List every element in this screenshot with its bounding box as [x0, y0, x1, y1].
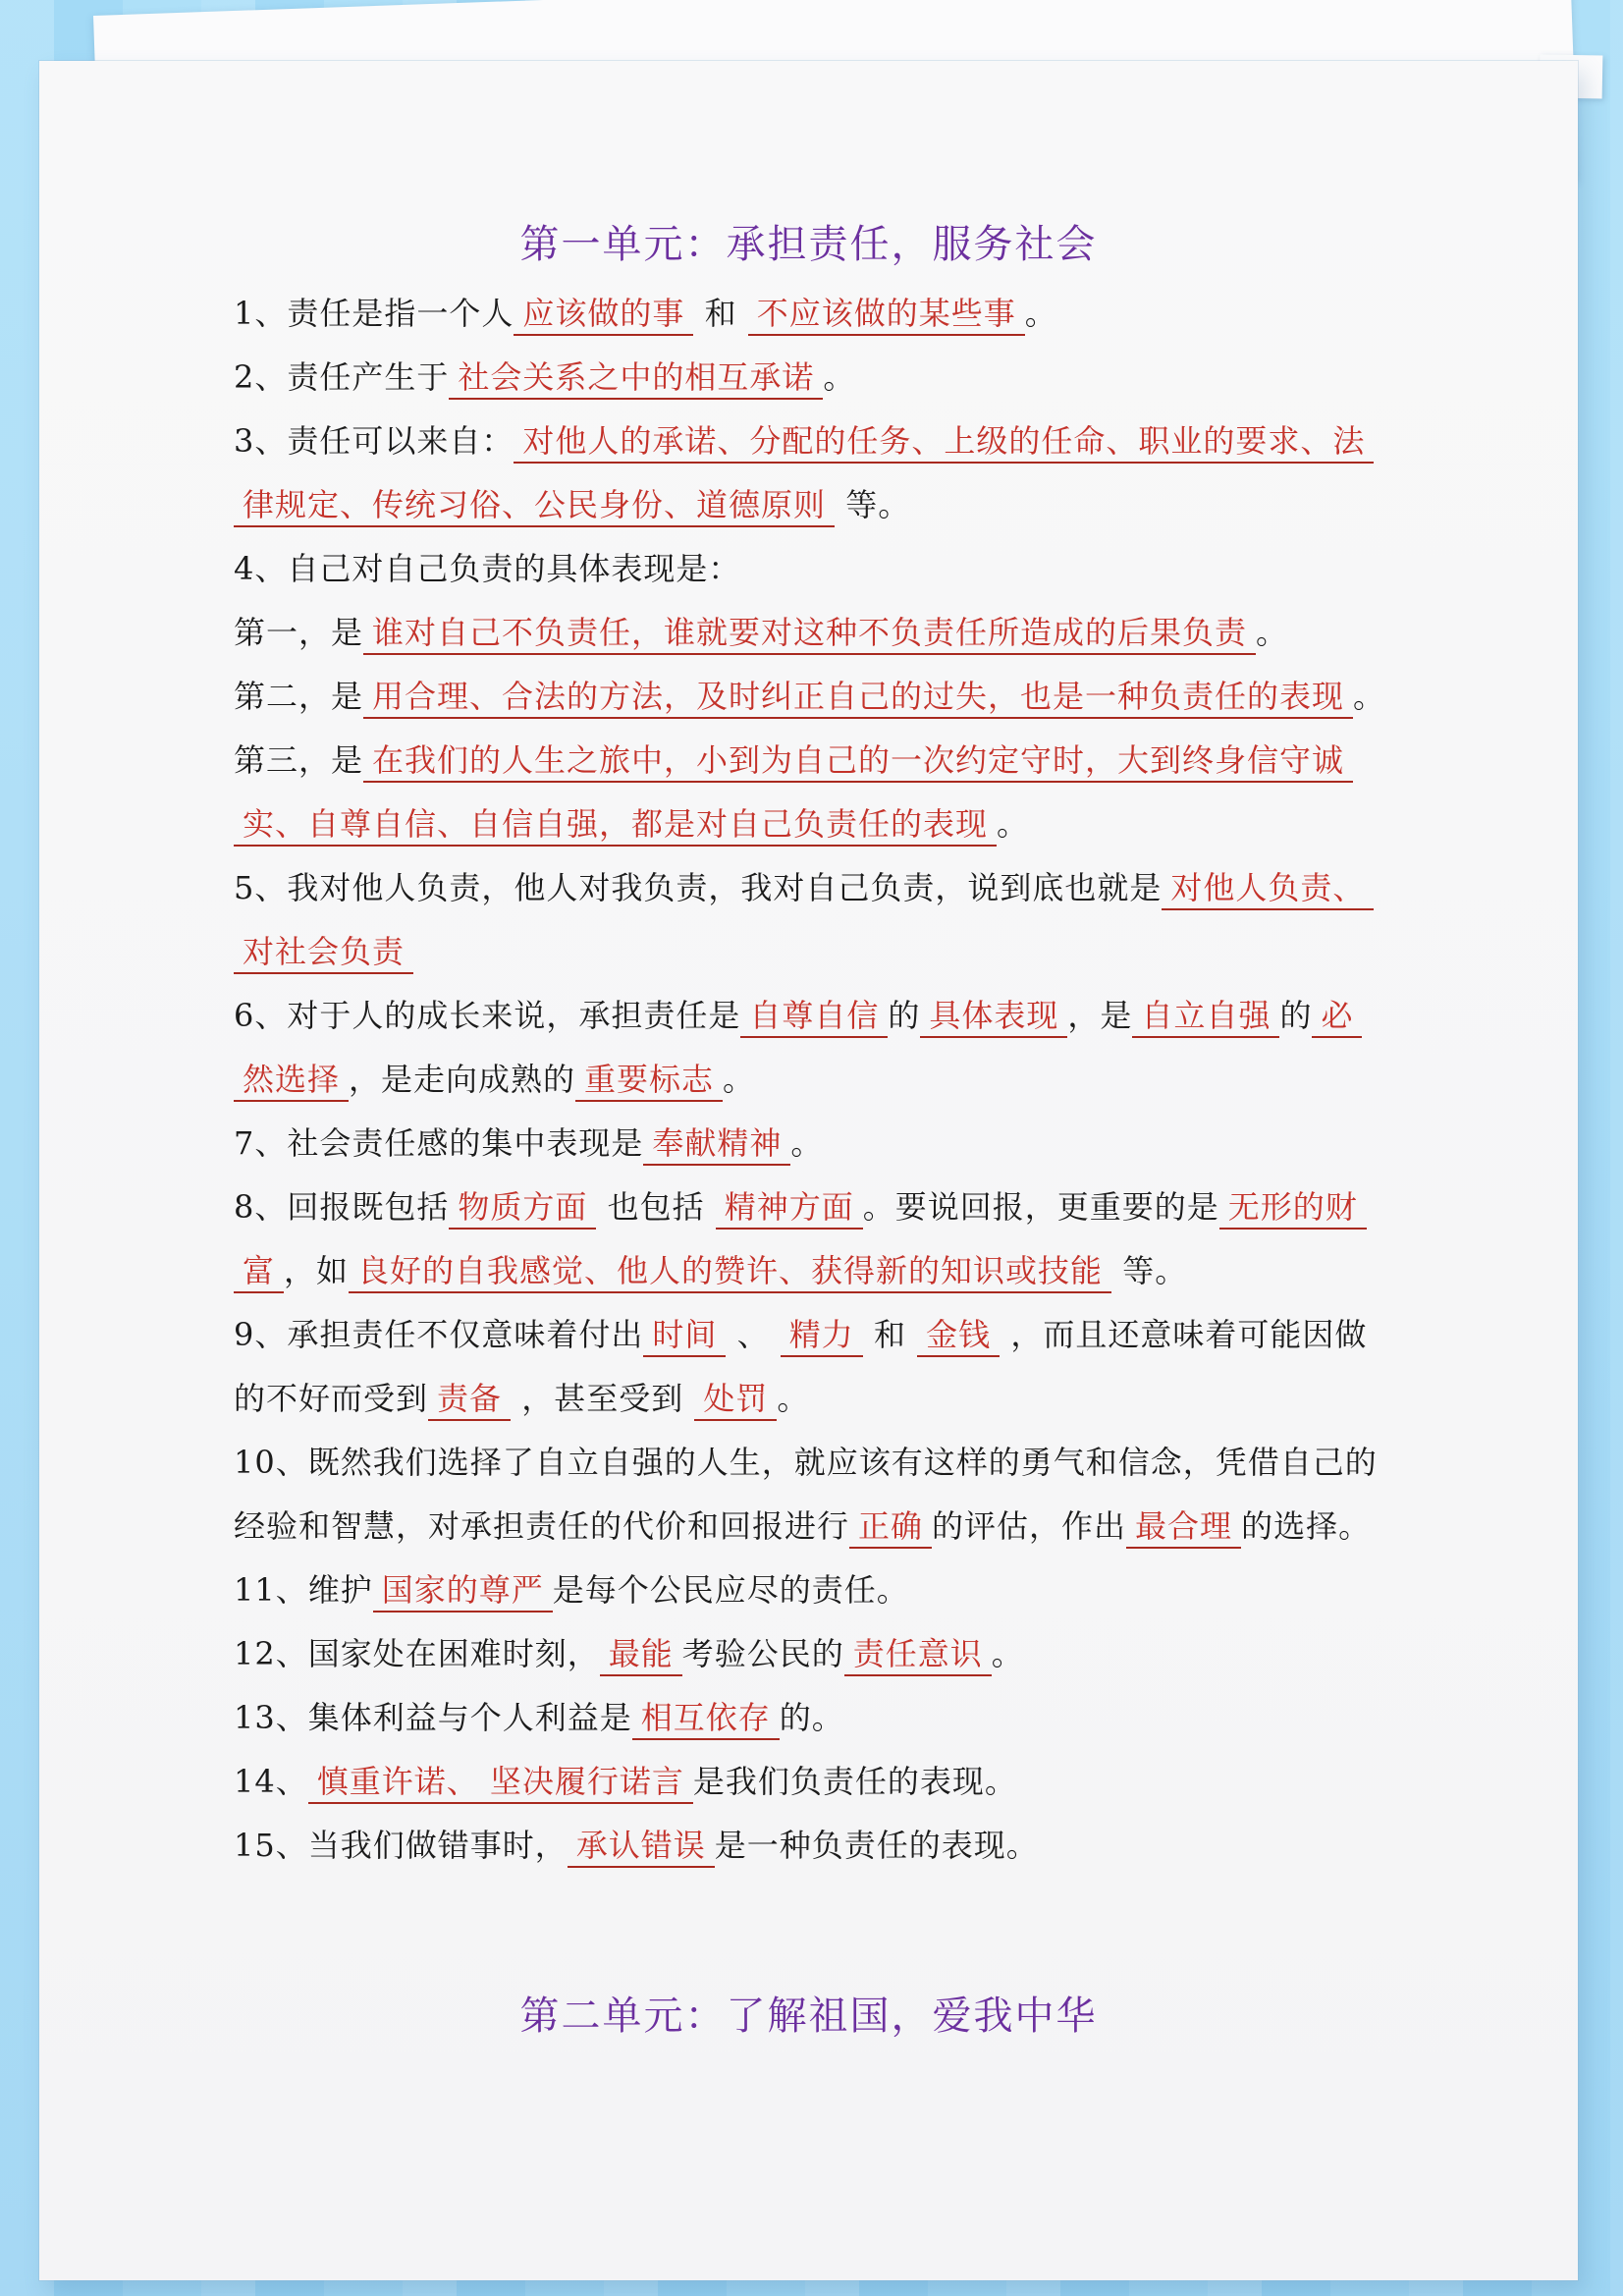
text-line [234, 1686, 1370, 1750]
text-segment: 。 [1024, 295, 1057, 332]
answer-blank: 无形的财 [1219, 1188, 1367, 1230]
text-segment: ，如 [284, 1252, 350, 1289]
text-segment: 。 [991, 1635, 1024, 1672]
text-line [234, 1495, 1370, 1558]
text-segment: 7、社会责任感的集中表现是 [234, 1124, 644, 1162]
answer-blank: 必 [1312, 997, 1362, 1038]
text-line [234, 537, 1370, 601]
text-line [234, 282, 1370, 346]
answer-blank: 不应该做的某些事 [748, 295, 1025, 336]
answer-blank: 在我们的人生之旅中，小到为自己的一次约定守时，大到终身信守诚 [363, 741, 1353, 783]
answer-blank: 然选择 [234, 1061, 349, 1102]
answer-blank: 社会关系之中的相互承诺 [449, 358, 823, 400]
text-segment: 。 [723, 1061, 756, 1098]
answer-blank: 承认错误 [568, 1827, 715, 1868]
text-line [234, 1622, 1370, 1686]
text-segment: 8、回报既包括 [234, 1188, 450, 1226]
text-segment: 等。 [1111, 1252, 1188, 1289]
answer-blank: 对他人的承诺、分配的任务、上级的任命、职业的要求、法 [514, 422, 1374, 464]
text-segment: 的。 [779, 1699, 844, 1736]
text-segment: ，是走向成熟的 [349, 1061, 576, 1098]
answer-blank: 金钱 [917, 1316, 1000, 1357]
text-line [234, 410, 1370, 473]
answer-blank: 对社会负责 [234, 933, 413, 974]
text-segment: 是一种负责任的表现。 [714, 1827, 1039, 1864]
text-segment: 2、责任产生于 [234, 358, 450, 396]
unit1-title: 第一单元：承担责任，服务社会 [519, 222, 1098, 267]
answer-blank: 处罚 [694, 1380, 777, 1421]
text-segment: 。 [823, 358, 856, 396]
answer-blank: 物质方面 [449, 1188, 596, 1230]
answer-blank: 精力 [781, 1316, 863, 1357]
content-lines [234, 282, 1386, 1878]
text-segment: 11、维护 [234, 1571, 373, 1609]
text-segment: 。 [997, 805, 1030, 843]
answer-blank: 最能 [600, 1635, 682, 1676]
text-segment: 和 [693, 295, 748, 332]
text-line [234, 729, 1370, 793]
text-segment: 的不好而受到 [234, 1380, 429, 1417]
text-line [234, 984, 1370, 1048]
text-segment: 12、国家处在困难时刻， [234, 1635, 600, 1672]
text-segment: 。 [1256, 614, 1289, 651]
text-segment: 的选择。 [1241, 1507, 1372, 1545]
text-segment: 是我们负责任的表现。 [692, 1763, 1017, 1800]
text-segment: 第一，是 [234, 614, 364, 651]
text-segment: 3、责任可以来自： [234, 422, 514, 460]
text-line [234, 601, 1370, 665]
text-segment: 也包括 [596, 1188, 716, 1226]
text-line [234, 1239, 1370, 1303]
text-line [234, 1303, 1370, 1367]
answer-blank: 谁对自己不负责任，谁就要对这种不负责任所造成的后果负责 [363, 614, 1256, 655]
answer-blank: 自立自强 [1132, 997, 1279, 1038]
text-segment: 第三，是 [234, 741, 364, 779]
text-line [234, 1048, 1370, 1112]
text-segment: 。 [777, 1380, 810, 1417]
text-segment: 第二，是 [234, 678, 364, 715]
unit2-title: 第二单元：了解祖国，爱我中华 [519, 1994, 1098, 2039]
answer-blank: 富 [234, 1252, 284, 1293]
text-segment: 等。 [835, 486, 911, 523]
text-line [234, 1112, 1370, 1175]
answer-blank: 用合理、合法的方法，及时纠正自己的过失，也是一种负责任的表现 [363, 678, 1353, 719]
answer-blank: 具体表现 [920, 997, 1067, 1038]
answer-blank: 国家的尊严 [373, 1571, 553, 1613]
answer-blank: 责备 [428, 1380, 511, 1421]
answer-blank: 奉献精神 [643, 1124, 790, 1166]
answer-blank: 良好的自我感觉、他人的赞许、获得新的知识或技能 [349, 1252, 1111, 1293]
text-segment: 考验公民的 [681, 1635, 844, 1672]
text-segment: ，甚至受到 [511, 1380, 695, 1417]
text-line [234, 1750, 1370, 1814]
text-line [234, 1367, 1370, 1431]
answer-blank: 相互依存 [632, 1699, 780, 1740]
answer-blank: 时间 [643, 1316, 726, 1357]
answer-blank: 重要标志 [575, 1061, 723, 1102]
text-line [234, 1175, 1370, 1239]
text-segment: 的 [1279, 997, 1313, 1034]
text-segment: 1、责任是指一个人 [234, 295, 514, 332]
text-line [234, 920, 1370, 984]
document-page [39, 61, 1578, 2280]
text-segment: 和 [862, 1316, 918, 1353]
text-line [234, 473, 1370, 537]
text-segment: 的 [888, 997, 921, 1034]
answer-blank: 实、自尊自信、自信自强，都是对自己负责任的表现 [234, 805, 997, 847]
text-segment: 的评估，作出 [932, 1507, 1127, 1545]
text-segment: 15、当我们做错事时， [234, 1827, 568, 1864]
text-line [234, 1431, 1378, 1495]
answer-blank: 精神方面 [716, 1188, 863, 1230]
text-segment: 13、集体利益与个人利益是 [234, 1699, 632, 1736]
text-segment: 5、我对他人负责，他人对我负责，我对自己负责，说到底也就是 [234, 869, 1163, 906]
text-segment: 。要说回报，更重要的是 [862, 1188, 1219, 1226]
text-segment: ，是 [1067, 997, 1133, 1034]
answer-blank: 责任意识 [844, 1635, 992, 1676]
answer-blank: 慎重许诺、 坚决履行诺言 [308, 1763, 693, 1804]
text-segment: 4、自己对自己负责的具体表现是： [234, 550, 741, 587]
answer-blank: 应该做的事 [514, 295, 693, 336]
answer-blank: 律规定、传统习俗、公民身份、道德原则 [234, 486, 835, 527]
text-line [234, 793, 1370, 856]
text-segment: 6、对于人的成长来说，承担责任是 [234, 997, 741, 1034]
text-segment: 是每个公民应尽的责任。 [552, 1571, 909, 1609]
text-segment: 14、 [234, 1763, 308, 1800]
text-segment: ，而且还意味着可能因做 [1000, 1316, 1368, 1353]
text-line [234, 856, 1370, 920]
text-segment: 。 [790, 1124, 824, 1162]
answer-blank: 正确 [849, 1507, 932, 1549]
text-segment: 10、既然我们选择了自立自强的人生，就应该有这样的勇气和信念，凭借自己的 [234, 1444, 1378, 1481]
text-segment: 。 [1353, 678, 1386, 715]
answer-blank: 自尊自信 [740, 997, 888, 1038]
text-line [234, 665, 1386, 729]
answer-blank: 对他人负责、 [1162, 869, 1374, 910]
answer-blank: 最合理 [1126, 1507, 1241, 1549]
text-segment: 9、承担责任不仅意味着付出 [234, 1316, 644, 1353]
text-segment: 经验和智慧，对承担责任的代价和回报进行 [234, 1507, 850, 1545]
text-line [234, 346, 1370, 410]
text-line [234, 1558, 1370, 1622]
text-segment: 、 [726, 1316, 781, 1353]
text-line [234, 1814, 1370, 1878]
